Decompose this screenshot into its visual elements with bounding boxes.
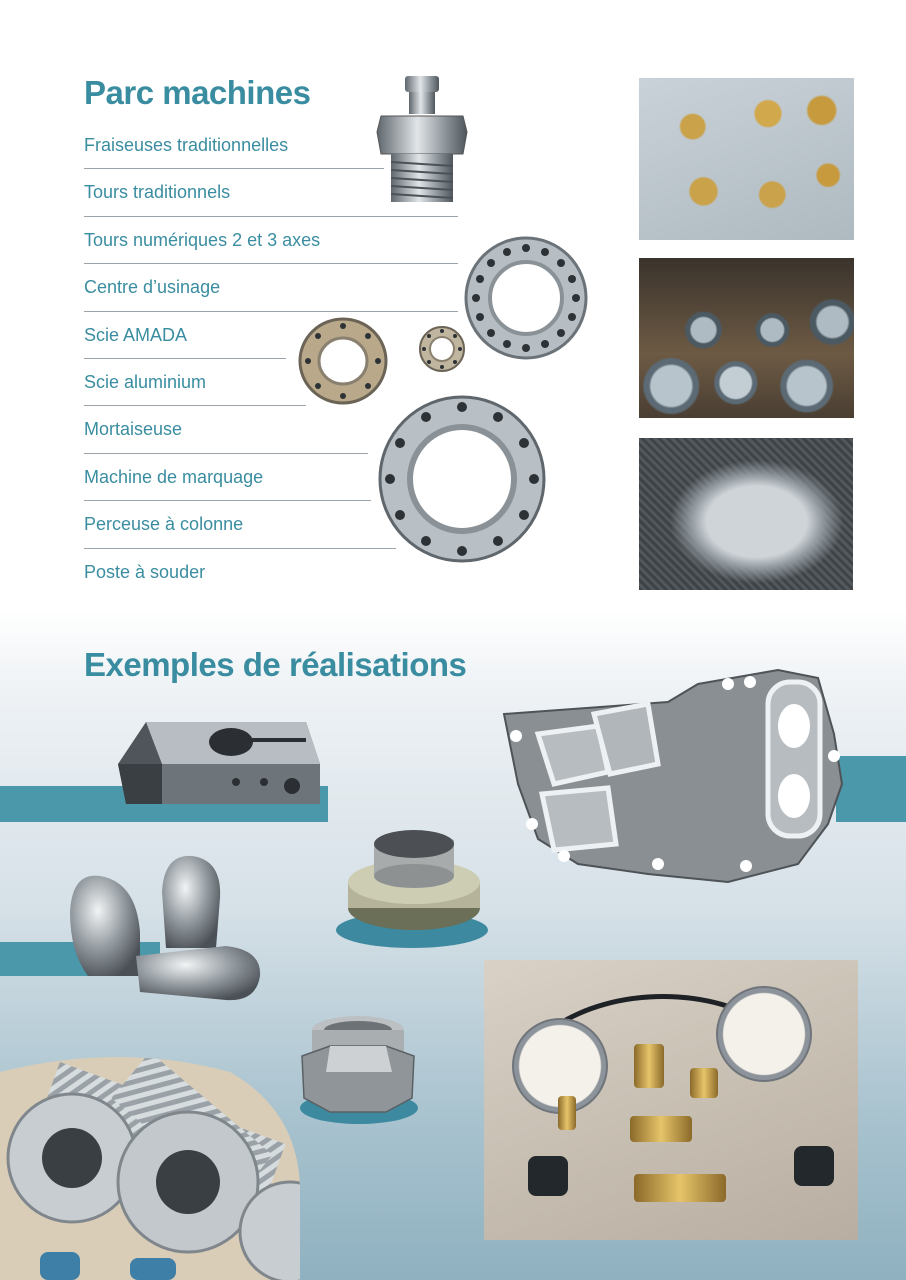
machine-item: Fraiseuses traditionnelles [84, 122, 320, 169]
hex-nut-part-image [300, 1012, 416, 1116]
machine-item: Machine de marquage [84, 454, 320, 501]
machine-item: Mortaiseuse [84, 406, 320, 453]
brass-fittings-photo [639, 78, 854, 240]
clamp-block-image [116, 720, 322, 810]
braided-hoses-photo [0, 1052, 300, 1280]
machine-list [84, 122, 320, 596]
connector-cap [794, 1146, 834, 1186]
machine-item: Centre d’usinage [84, 264, 320, 311]
parc-machines-title: Parc machines [84, 74, 311, 111]
bullet-parts-image [66, 852, 262, 1008]
brass-fitting [634, 1174, 726, 1202]
machine-item: Perceuse à colonne [84, 501, 320, 548]
hex-fitting-image [375, 72, 485, 208]
stainless-nipples-photo [639, 258, 854, 418]
connector-cap [528, 1156, 568, 1196]
machine-item: Tours numériques 2 et 3 axes [84, 217, 320, 264]
small-parts-pile-photo [639, 438, 853, 590]
machine-item: Scie AMADA [84, 312, 320, 359]
brass-fitting [630, 1116, 692, 1142]
brass-fitting [634, 1044, 664, 1088]
cut-plate-image [498, 664, 850, 888]
big-flange-image [376, 393, 548, 565]
gauge-right [716, 986, 812, 1082]
brass-fitting [558, 1096, 576, 1130]
exemples-title: Exemples de réalisations [84, 646, 467, 683]
pressure-gauges-photo [484, 960, 858, 1240]
large-flange-image [462, 234, 590, 362]
round-adapter-image [346, 826, 482, 934]
machine-item: Poste à souder [84, 561, 206, 582]
machine-item: Scie aluminium [84, 359, 320, 406]
small-flange-image [418, 325, 466, 373]
machine-item: Tours traditionnels [84, 169, 320, 216]
brass-fitting [690, 1068, 718, 1098]
